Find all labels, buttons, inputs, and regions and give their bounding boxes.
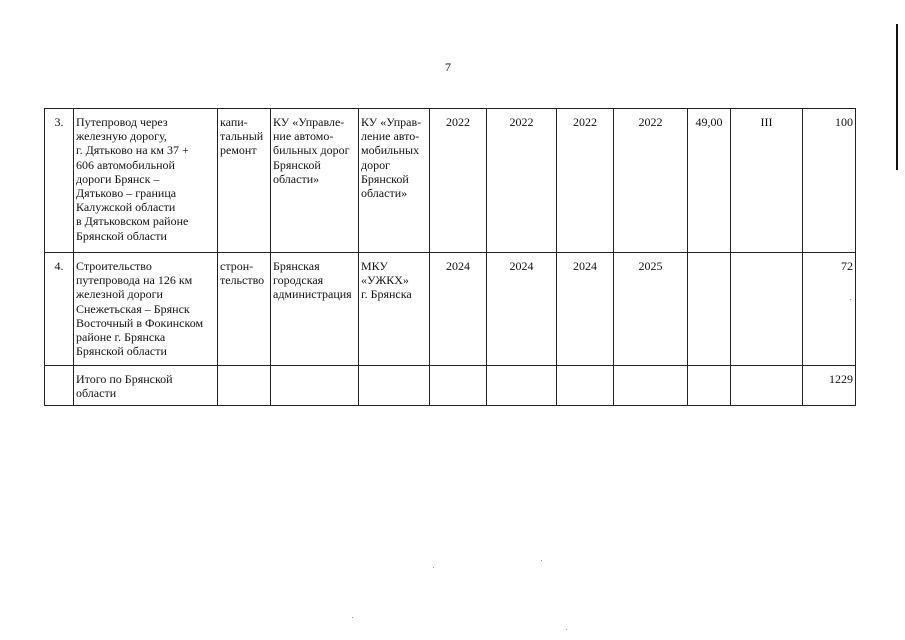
object-name: Путепровод через железную дорогу, г. Дятьково на км 37 + 606 автомобильной дороги Брянск – Дятьково – граница Калужской области в Дятьковском районе Брянской области — [74, 109, 218, 253]
row-number: 3. — [45, 109, 74, 253]
cost-cell: 72 — [803, 253, 856, 366]
year-cell — [487, 366, 557, 406]
contractor — [359, 366, 430, 406]
table-row — [45, 253, 856, 366]
category-cell — [731, 366, 803, 406]
year-cell: 2024 — [487, 253, 557, 366]
cost-cell: 100 — [803, 109, 856, 253]
length-cell — [688, 253, 731, 366]
total-label: Итого по Брянской области — [74, 366, 218, 406]
customer — [271, 366, 359, 406]
year-cell: 2022 — [614, 109, 688, 253]
row-number: 4. — [45, 253, 74, 366]
row-number — [45, 366, 74, 406]
work-type — [218, 366, 271, 406]
length-cell: 49,00 — [688, 109, 731, 253]
scan-speck — [352, 617, 353, 618]
year-cell: 2025 — [614, 253, 688, 366]
scan-speck — [566, 629, 567, 630]
projects-table — [44, 108, 856, 406]
year-cell: 2024 — [430, 253, 487, 366]
year-cell: 2022 — [430, 109, 487, 253]
year-cell: 2022 — [557, 109, 614, 253]
page-number: 7 — [445, 60, 451, 74]
year-cell — [614, 366, 688, 406]
scan-speck — [433, 567, 434, 568]
scan-edge-mark — [896, 24, 898, 170]
scan-speck — [541, 560, 542, 561]
work-type: строн- тельство — [218, 253, 271, 366]
total-cost-cell: 1229 — [803, 366, 856, 406]
customer: Брянская городская администрация — [271, 253, 359, 366]
length-cell — [688, 366, 731, 406]
table-row — [45, 109, 856, 253]
year-cell: 2024 — [557, 253, 614, 366]
customer: КУ «Управле- ние автомо- бильных дорог Брянской области» — [271, 109, 359, 253]
category-cell: III — [731, 109, 803, 253]
year-cell — [557, 366, 614, 406]
table-row-total — [45, 366, 856, 406]
work-type: капи- тальный ремонт — [218, 109, 271, 253]
year-cell — [430, 366, 487, 406]
object-name: Строительство путепровода на 126 км железной дороги Снежетьская – Брянск Восточный в Фокинском районе г. Брянска Брянской области — [74, 253, 218, 366]
contractor: МКУ «УЖКХ» г. Брянска — [359, 253, 430, 366]
category-cell — [731, 253, 803, 366]
contractor: КУ «Управ- ление авто- мобильных дорог Брянской области» — [359, 109, 430, 253]
year-cell: 2022 — [487, 109, 557, 253]
